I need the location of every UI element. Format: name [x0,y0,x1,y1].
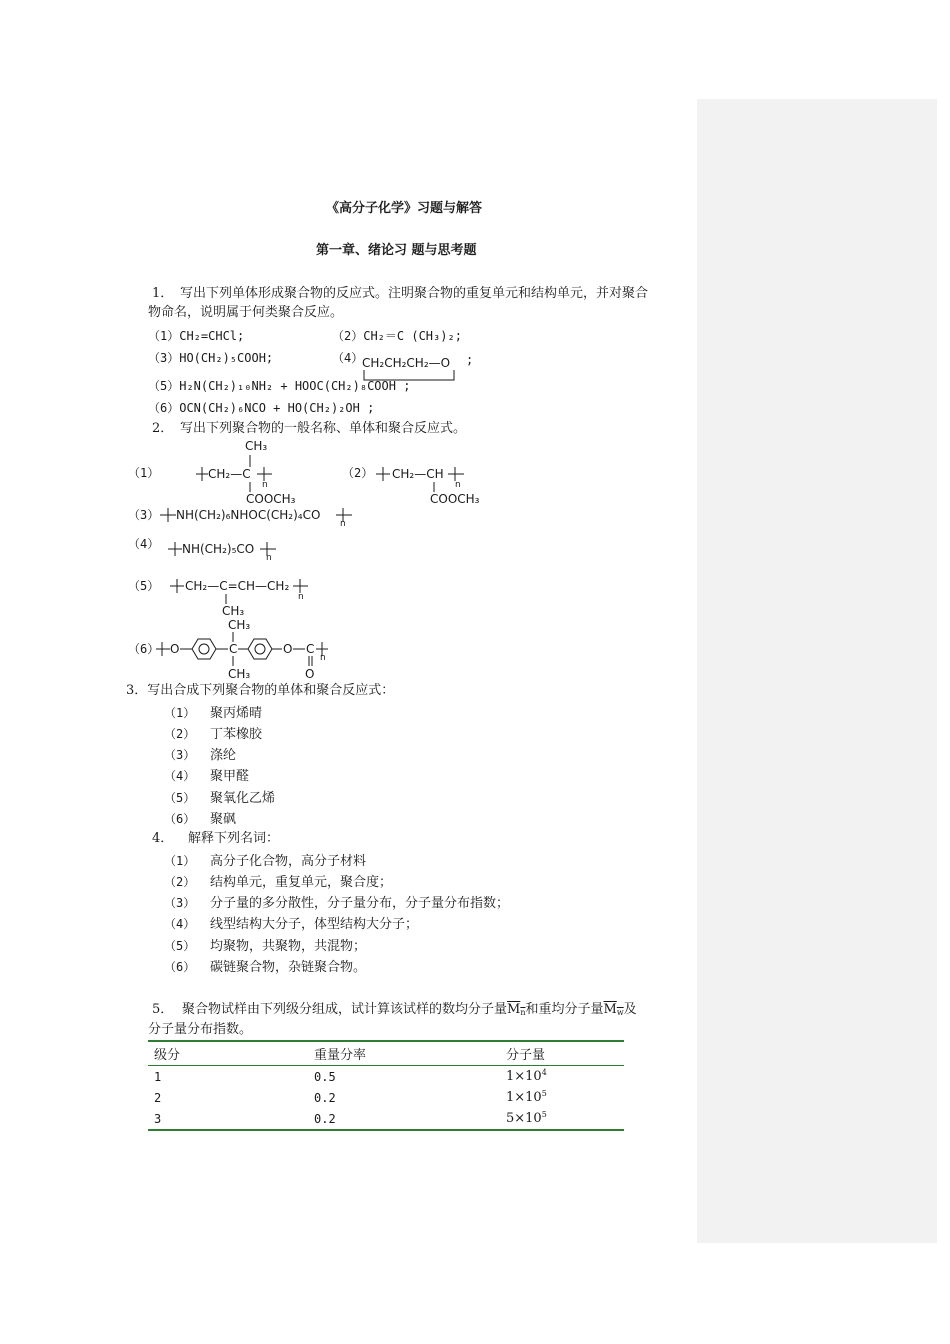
q2-5-bottom: CH₃ [222,604,245,618]
q2-6-n: n [320,653,326,663]
header-molecular-weight: 分子量 [500,1041,624,1066]
q1-item-4-ring: CH₂CH₂CH₂—O [362,356,451,370]
q2-structure-5 [170,579,308,618]
header-weight-fraction: 重量分率 [308,1041,500,1066]
q1-item-4-label: （4） [332,351,364,365]
q1-text-line1: 写出下列单体形成聚合物的反应式。注明聚合物的重复单元和结构单元，并对聚合 [180,286,649,301]
q3-item-1: （1） 聚丙烯晴 [164,706,263,721]
q2-6-o1: O [170,642,180,656]
q2-text: 写出下列聚合物的一般名称、单体和聚合反应式。 [180,421,467,436]
q3-item-5: （5） 聚氧化乙烯 [164,791,276,806]
table-row: 1 0.5 $1\times 10^4$ [154,1068,547,1084]
q4-text: 解释下列名词： [188,831,280,846]
q2-structure-3 [160,508,352,529]
q1-item-3: （3）HO(CH₂)₅COOH; [148,351,274,365]
q2-structure-6 [156,618,328,681]
q2-structure-1 [196,439,296,506]
q2-6-carbonyl-c: C [306,642,315,656]
q2-item-3-label: （3） [128,508,160,522]
mw-symbol: $M_w$ [603,1002,624,1017]
q2-structure-2 [376,467,480,506]
q3-item-6: （6） 聚砜 [164,812,237,827]
q5-text-line1: 聚合物试样由下列级分组成，试计算该试样的数均分子量$M_n$和重均分子量$M_w$及 [182,1002,637,1017]
header-fraction: 级分 [148,1041,308,1066]
q2-6-carbonyl-o: O [305,667,315,681]
q2-6-bottom: CH₃ [228,667,251,681]
q2-2-n: n [455,480,461,490]
q2-item-4-label: （4） [128,537,160,551]
q1-item-2: （2）CH₂＝C (CH₃)₂; [332,329,462,343]
q2-item-2-label: （2） [342,466,374,480]
q2-item-1-label: （1） [128,466,160,480]
q3-item-4: （4） 聚甲醛 [164,769,250,784]
q4-item-2: （2） 结构单元，重复单元，聚合度； [164,875,393,890]
q2-item-6-label: （6） [128,642,160,656]
q2-item-5-label: （5） [128,579,160,593]
table-row: 3 0.2 $5\times 10^5$ [148,1108,624,1130]
q1-item-5: （5）H₂N(CH₂)₁₀NH₂ + HOOC(CH₂)₈COOH ; [148,379,411,393]
mn-symbol: $M_n$ [507,1002,526,1017]
q2-6-c: C [229,642,238,656]
q1-item-1: （1）CH₂=CHCl; [148,329,245,343]
q5-text-line2: 分子量分布指数。 [148,1022,253,1037]
q2-structure-4 [168,542,276,563]
q2-4-main: NH(CH₂)₅CO [182,542,255,556]
q2-1-n: n [262,480,268,490]
q2-6-o2: O [283,642,293,656]
q2-number: 2． [152,421,174,436]
fraction-table [148,1040,624,1131]
q4-item-6: （6） 碳链聚合物，杂链聚合物。 [164,960,367,975]
q3-heading: 3．写出合成下列聚合物的单体和聚合反应式： [126,683,395,698]
table-header-row [148,1041,624,1066]
q1-item-4-suffix: ; [466,353,474,367]
document-title: 《高分子化学》习题与解答 [326,201,483,216]
q1-number: 1． [152,286,174,301]
q2-3-n: n [340,519,346,529]
q2-4-n: n [266,553,272,563]
q2-2-bottom: COOCH₃ [430,492,480,506]
q5-number: 5． [152,1002,174,1017]
q2-5-main: CH₂—C=CH—CH₂ [185,579,290,593]
q1-item-6: （6）OCN(CH₂)₆NCO + HO(CH₂)₂OH ; [148,401,375,415]
q4-number: 4． [152,831,174,846]
q2-5-n: n [298,592,304,602]
q2-1-main: CH₂—C [208,467,251,481]
chapter-heading: 第一章、绪论习 题与思考题 [316,243,477,258]
q4-item-1: （1） 高分子化合物，高分子材料 [164,854,367,869]
q3-item-2: （2） 丁苯橡胶 [164,727,263,742]
table-row: 2 0.2 $1\times 10^5$ [154,1089,547,1105]
q2-1-top: CH₃ [245,439,268,453]
q2-1-bottom: COOCH₃ [246,492,296,506]
q2-6-top: CH₃ [228,618,251,632]
q2-3-main: NH(CH₂)₆NHOC(CH₂)₄CO [176,508,321,522]
q4-item-4: （4） 线型结构大分子，体型结构大分子； [164,917,419,932]
q2-2-main: CH₂—CH [392,467,444,481]
q3-item-3: （3） 涤纶 [164,748,237,763]
q4-item-3: （3） 分子量的多分散性，分子量分布，分子量分布指数； [164,896,510,911]
q1-text-line2: 物命名，说明属于何类聚合反应。 [148,305,344,320]
q4-item-5: （5） 均聚物，共聚物，共混物； [164,939,367,954]
